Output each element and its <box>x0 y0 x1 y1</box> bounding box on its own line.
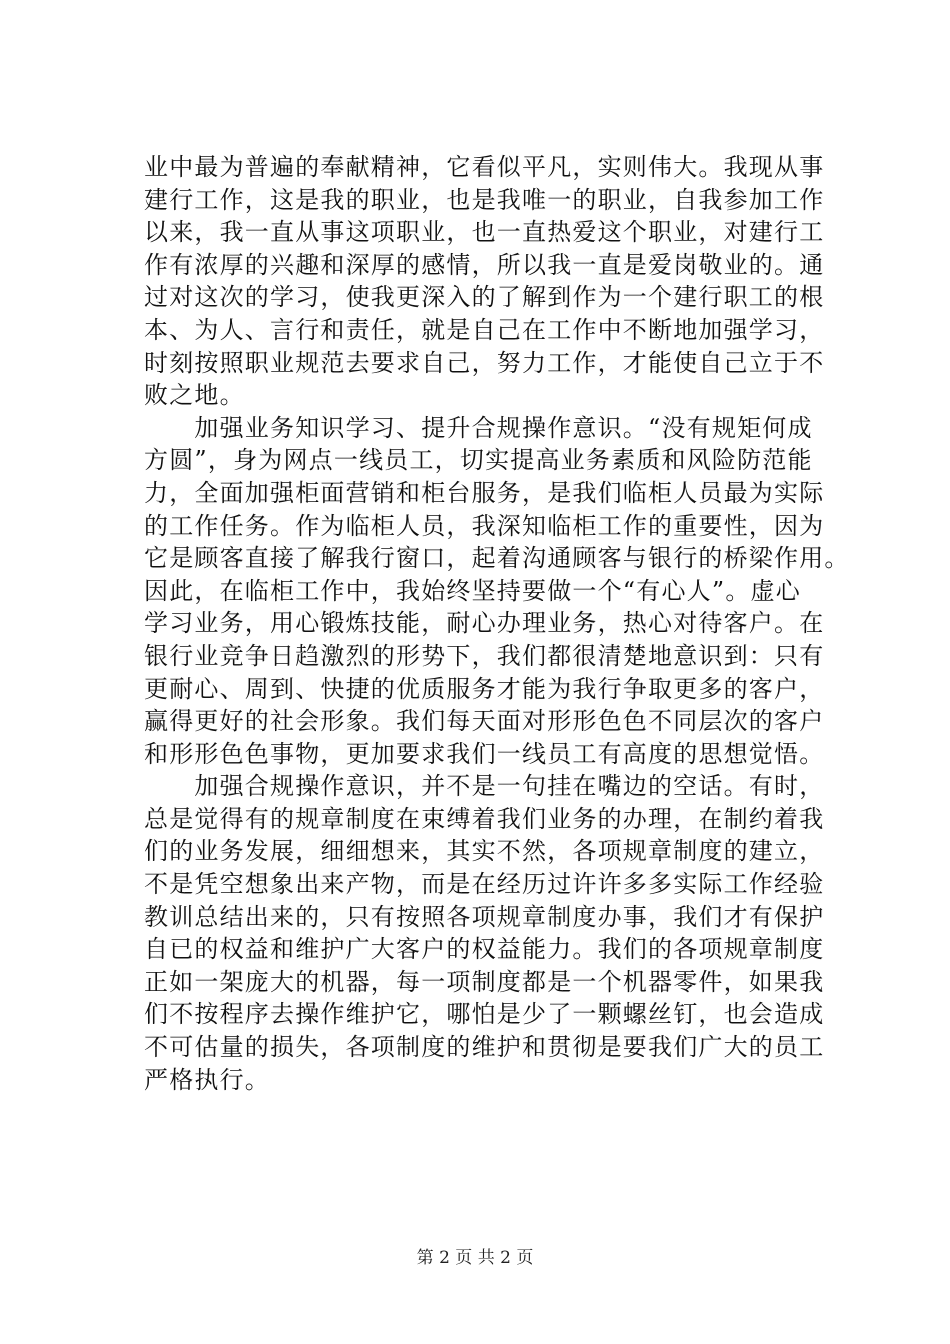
text-line: 不可估量的损失，各项制度的维护和贯彻是要我们广大的员工 <box>144 1033 825 1062</box>
text-line: 总是觉得有的规章制度在束缚着我们业务的办理，在制约着我 <box>144 804 825 833</box>
text-line: 力，全面加强柜面营销和柜台服务，是我们临柜人员最为实际 <box>144 478 825 507</box>
text-line: 们的业务发展，细细想来，其实不然，各项规章制度的建立， <box>144 837 825 866</box>
text-line: 和形形色色事物，更加要求我们一线员工有高度的思想觉悟。 <box>144 739 825 768</box>
text-line: 严格执行。 <box>144 1065 270 1094</box>
text-line: 因此，在临柜工作中，我始终坚持要做一个“有心人”。虚心 <box>144 576 801 605</box>
text-line: 赢得更好的社会形象。我们每天面对形形色色不同层次的客户 <box>144 707 825 736</box>
text-line: 银行业竞争日趋激烈的形势下，我们都很清楚地意识到：只有 <box>144 641 825 670</box>
text-line: 过对这次的学习，使我更深入的了解到作为一个建行职工的根 <box>144 283 825 312</box>
text-line: 建行工作，这是我的职业，也是我唯一的职业，自我参加工作 <box>144 185 825 214</box>
text-line: 时刻按照职业规范去要求自己，努力工作，才能使自己立于不 <box>144 348 825 377</box>
text-line: 教训总结出来的，只有按照各项规章制度办事，我们才有保护 <box>144 902 825 931</box>
text-line: 它是顾客直接了解我行窗口，起着沟通顾客与银行的桥梁作用。 <box>144 544 850 573</box>
text-line: 的工作任务。作为临柜人员，我深知临柜工作的重要性，因为 <box>144 511 825 540</box>
page-number-footer: 第 2 页 共 2 页 <box>416 1248 534 1268</box>
text-line: 们不按程序去操作维护它，哪怕是少了一颗螺丝钉，也会造成 <box>144 1000 825 1029</box>
text-line: 以来，我一直从事这项职业，也一直热爱这个职业，对建行工 <box>144 218 825 247</box>
text-line: 加强业务知识学习、提升合规操作意识。“没有规矩何成 <box>144 413 813 442</box>
text-line: 败之地。 <box>144 381 245 410</box>
text-line: 更耐心、周到、快捷的优质服务才能为我行争取更多的客户， <box>144 674 825 703</box>
text-line: 本、为人、言行和责任，就是自己在工作中不断地加强学习， <box>144 315 825 344</box>
text-line: 作有浓厚的兴趣和深厚的感情，所以我一直是爱岗敬业的。通 <box>144 250 825 279</box>
text-line: 正如一架庞大的机器，每一项制度都是一个机器零件，如果我 <box>144 967 825 996</box>
document-body <box>144 151 850 1096</box>
text-line: 业中最为普遍的奉献精神，它看似平凡，实则伟大。我现从事 <box>144 153 825 181</box>
text-line: 学习业务，用心锻炼技能，耐心办理业务，热心对待客户。在 <box>144 609 825 638</box>
text-line: 方圆”，身为网点一线员工，切实提高业务素质和风险防范能 <box>144 446 813 475</box>
text-line: 加强合规操作意识，并不是一句挂在嘴边的空话。有时， <box>144 772 825 801</box>
text-line: 自已的权益和维护广大客户的权益能力。我们的各项规章制度 <box>144 935 825 964</box>
text-line: 不是凭空想象出来产物，而是在经历过许许多多实际工作经验 <box>144 870 825 899</box>
